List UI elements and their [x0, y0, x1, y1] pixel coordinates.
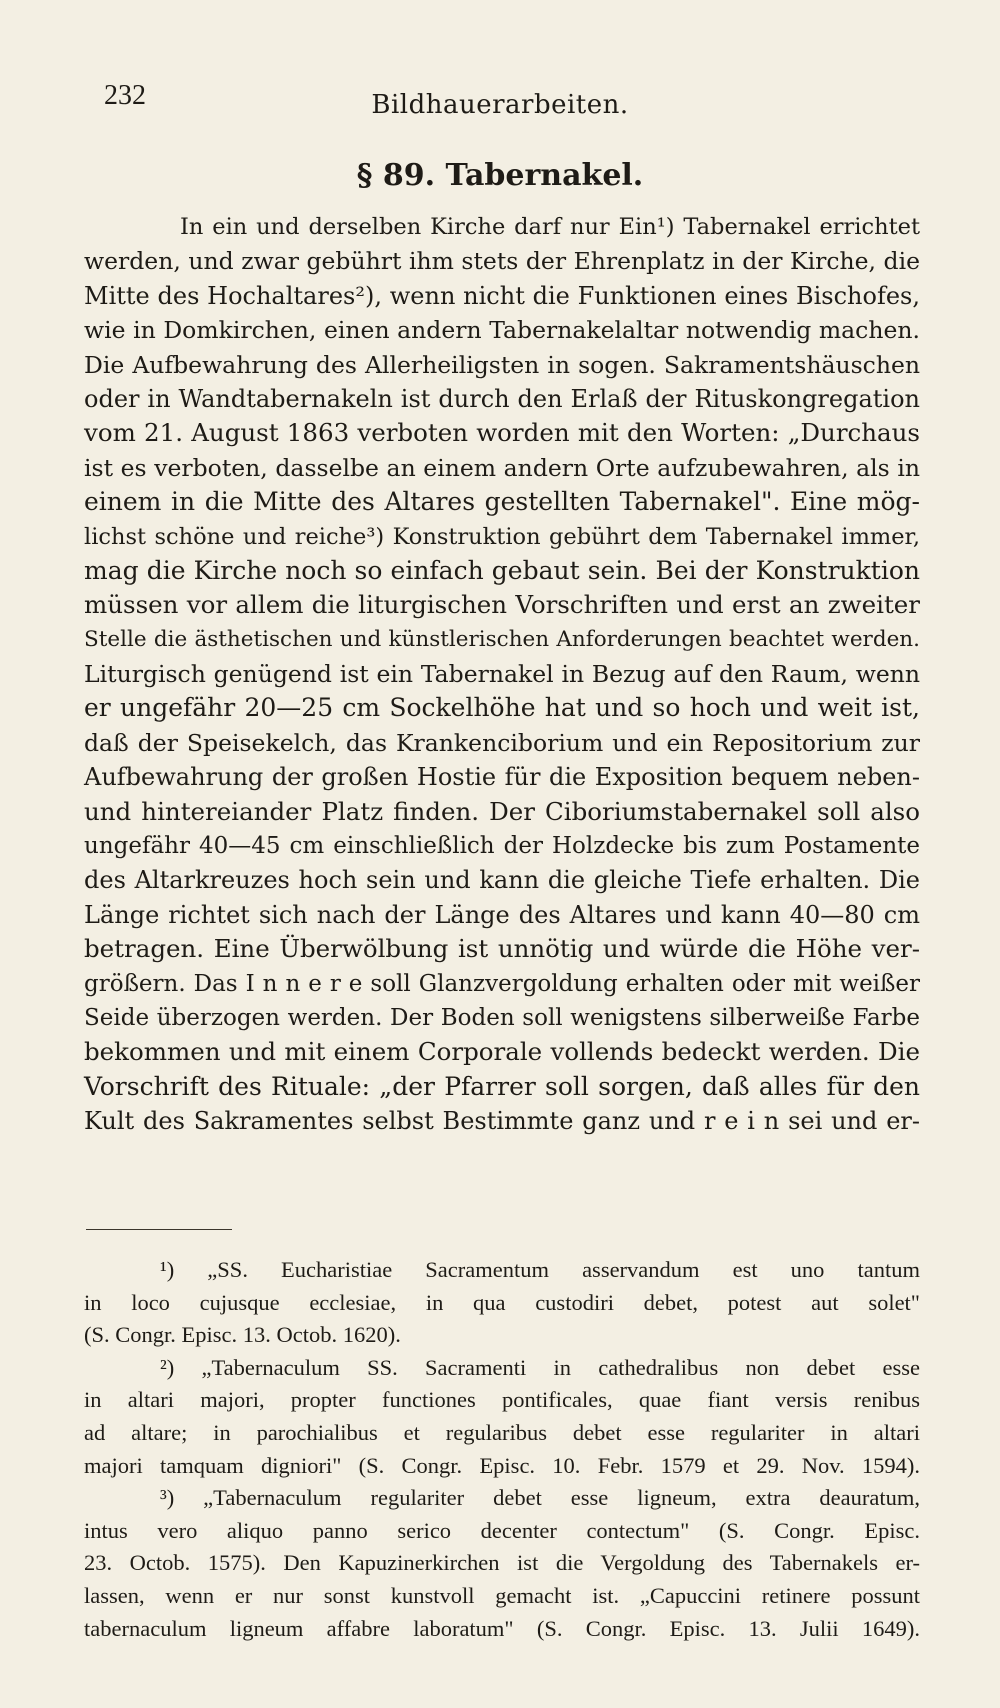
footnote-line: majori tamquam digniori" (S. Congr. Episc. 10. Febr. 1579 et 29. Nov. 1594).: [84, 1452, 920, 1478]
footnotes: [84, 1254, 920, 1645]
footnote-line: ad altare; in parochialibus et regularibus debet esse regulariter in altari: [84, 1419, 920, 1445]
footnote-line: lassen, wenn er nur sonst kunstvoll gemacht ist. „Capuccini retinere possunt: [84, 1582, 920, 1608]
text-line: Seide überzogen werden. Der Boden soll wenigstens silberweiße Farbe: [84, 1004, 920, 1031]
text-line: Stelle die ästhetischen und künstlerischen Anforderungen beachtet werden.: [84, 626, 920, 652]
text-line: ungefähr 40—45 cm einschließlich der Holzdecke bis zum Postamente: [84, 833, 920, 860]
text-line: Liturgisch genügend ist ein Tabernakel in Bezug auf den Raum, wenn: [84, 660, 920, 689]
text-line: müssen vor allem die liturgischen Vorschriften und erst an zweiter: [84, 590, 920, 620]
footnote-line: tabernaculum ligneum affabre laboratum" (S. Congr. Episc. 13. Julii 1649).: [84, 1615, 920, 1641]
text-line: daß der Speisekelch, das Krankenciborium und ein Repositorium zur: [84, 728, 920, 757]
text-line: bekommen und mit einem Corporale vollends bedeckt werden. Die: [84, 1037, 920, 1067]
footnote-line: 23. Octob. 1575). Den Kapuzinerkirchen ist die Vergoldung des Tabernakels er-: [84, 1550, 920, 1576]
text-line: Aufbewahrung der großen Hostie für die Exposition bequem neben-: [84, 763, 920, 792]
section-heading: § 89. Tabernakel.: [356, 158, 644, 193]
text-line: betragen. Eine Überwölbung ist unnötig und würde die Höhe ver-: [84, 934, 920, 964]
text-line: Die Aufbewahrung des Allerheiligsten in sogen. Sakramentshäuschen: [84, 350, 920, 379]
text-line: lichst schöne und reiche³) Konstruktion gebührt dem Tabernakel immer,: [84, 523, 920, 550]
text-line: mag die Kirche noch so einfach gebaut sein. Bei der Konstruktion: [84, 555, 920, 585]
text-line: Kult des Sakramentes selbst Bestimmte ganz und r e i n sei und er-: [84, 1107, 920, 1136]
text-line: er ungefähr 20—25 cm Sockelhöhe hat und so hoch und weit ist,: [84, 693, 920, 723]
text-line: ist es verboten, dasselbe an einem andern Orte aufzubewahren, als in: [84, 453, 920, 482]
text-line: Mitte des Hochaltares²), wenn nicht die Funktionen eines Bischofes,: [84, 281, 920, 310]
text-line: und hintereiander Platz finden. Der Ciboriumstabernakel soll also: [84, 796, 920, 826]
text-line: vom 21. August 1863 verboten worden mit den Worten: „Durchaus: [84, 418, 920, 448]
text-line: werden, und zwar gebührt ihm stets der Ehrenplatz in der Kirche, die: [84, 247, 920, 276]
footnote-divider: [86, 1229, 232, 1230]
text-line: größern. Das I n n e r e soll Glanzvergoldung erhalten oder mit weißer: [84, 970, 920, 997]
text-line: In ein und derselben Kirche darf nur Ein¹) Tabernakel errichtet: [180, 214, 920, 240]
text-line: des Altarkreuzes hoch sein und kann die gleiche Tiefe erhalten. Die: [84, 866, 920, 895]
footnote-line: in altari majori, propter functiones pontificales, quae fiant versis renibus: [84, 1387, 920, 1413]
footnote-line: ¹) „SS. Eucharistiae Sacramentum asservandum est uno tantum: [160, 1257, 920, 1282]
footnote-line: intus vero aliquo panno serico decenter contectum" (S. Congr. Episc.: [84, 1517, 920, 1543]
text-line: oder in Wandtabernakeln ist durch den Erlaß der Rituskongregation: [84, 384, 920, 413]
text-line: Länge richtet sich nach der Länge des Altares und kann 40—80 cm: [84, 900, 920, 929]
text-line: wie in Domkirchen, einen andern Tabernakelaltar notwendig machen.: [84, 316, 920, 345]
main-text: [84, 210, 920, 1139]
running-head: Bildhauerarbeiten.: [371, 90, 629, 120]
text-line: einem in die Mitte des Altares gestellten Tabernakel". Eine mög-: [84, 487, 920, 517]
footnote-line: in loco cujusque ecclesiae, in qua custodiri debet, potest aut solet": [84, 1289, 920, 1315]
page-number: 232: [104, 80, 146, 111]
text-line: Vorschrift des Rituale: „der Pfarrer soll sorgen, daß alles für den: [84, 1071, 920, 1101]
footnote-line: ³) „Tabernaculum regulariter debet esse ligneum, extra deauratum,: [160, 1485, 920, 1511]
footnote-line: ²) „Tabernaculum SS. Sacramenti in cathedralibus non debet esse: [160, 1354, 920, 1380]
footnote-line: (S. Congr. Episc. 13. Octob. 1620).: [84, 1322, 401, 1348]
